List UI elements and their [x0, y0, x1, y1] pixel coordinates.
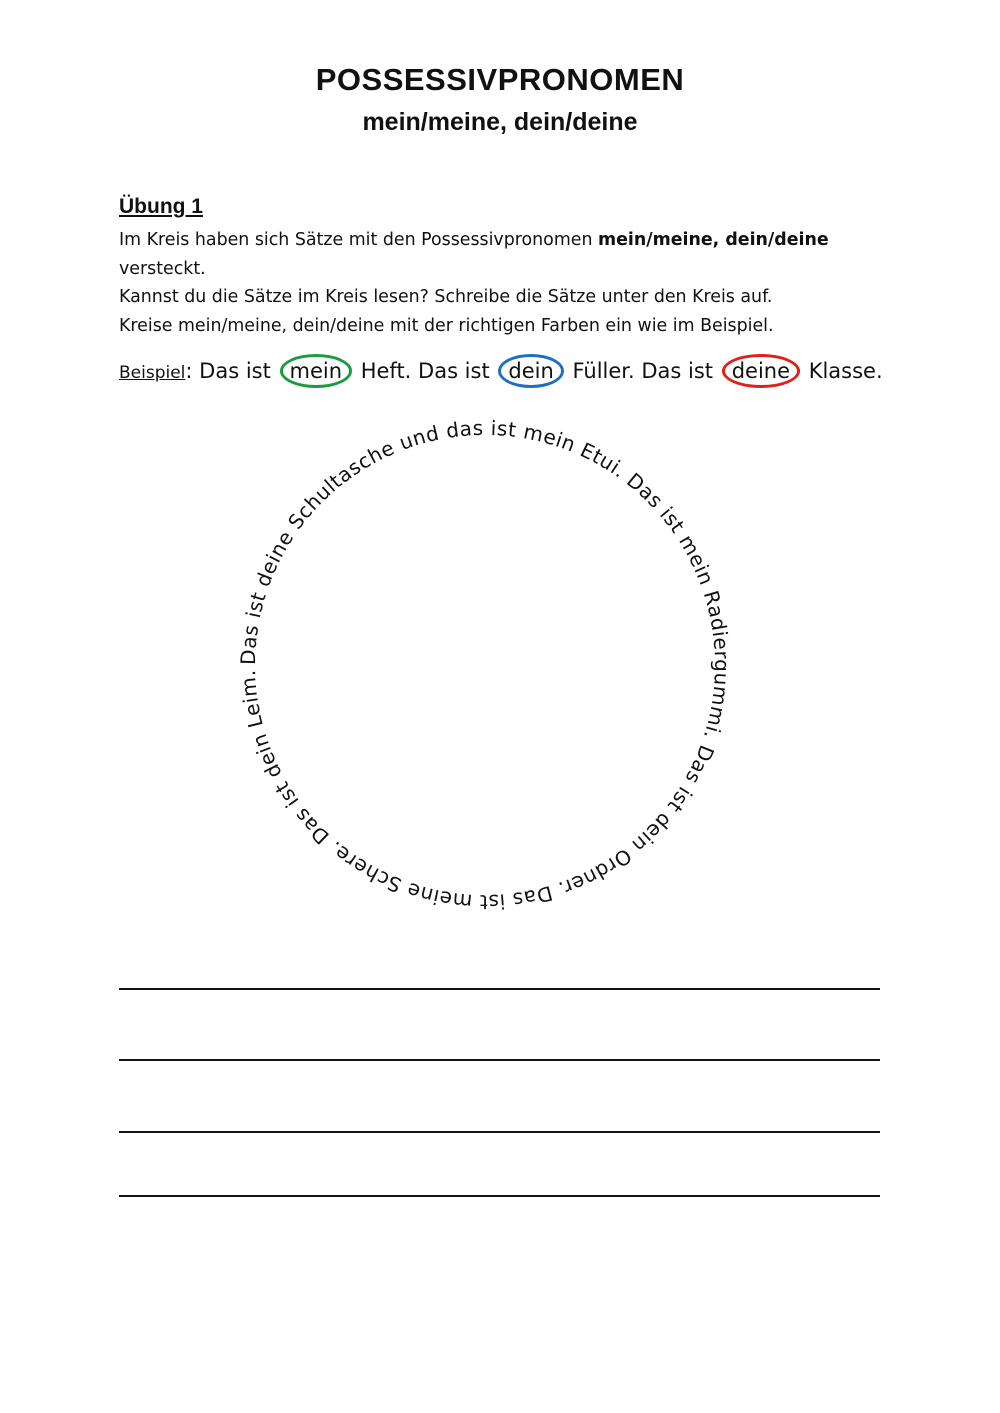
- answer-line-4[interactable]: [119, 1195, 880, 1197]
- example-text: Füller. Das ist: [565, 359, 720, 383]
- instruction-bold-pronouns: mein/meine, dein/deine: [598, 230, 829, 250]
- answer-line-1[interactable]: [119, 988, 880, 990]
- circular-sentences: [236, 416, 734, 914]
- instruction-line-3: Kreise mein/meine, dein/deine mit der richtigen Farben ein wie im Beispiel.: [119, 315, 774, 336]
- circled-word-mein: mein: [280, 354, 353, 388]
- example-text: Heft. Das ist: [354, 359, 497, 383]
- answer-line-3[interactable]: [119, 1131, 880, 1133]
- example-label: Beispiel: [119, 363, 186, 383]
- example-text: Klasse.: [802, 359, 883, 383]
- answer-line-2[interactable]: [119, 1059, 880, 1061]
- circled-word-dein: dein: [498, 354, 563, 388]
- page-title: POSSESSIVPRONOMEN: [315, 62, 685, 97]
- exercise-heading: Übung 1: [119, 195, 203, 218]
- example-colon: :: [185, 359, 193, 383]
- page-subtitle: mein/meine, dein/deine: [362, 108, 638, 136]
- instruction-text: Im Kreis haben sich Sätze mit den Possessivpronomen: [119, 230, 599, 250]
- circular-sentences-path: Das ist deine Schultasche und das ist mein Etui. Das ist mein Radiergummi. Das ist dein Ordner. Das ist meine Schere. Das ist dein Leim.: [235, 415, 735, 915]
- example-text: Das ist: [192, 359, 278, 383]
- instruction-line-2: Kannst du die Sätze im Kreis lesen? Schreibe die Sätze unter den Kreis auf.: [119, 287, 773, 307]
- instruction-text: versteckt.: [119, 258, 206, 279]
- circled-word-deine: deine: [722, 354, 800, 388]
